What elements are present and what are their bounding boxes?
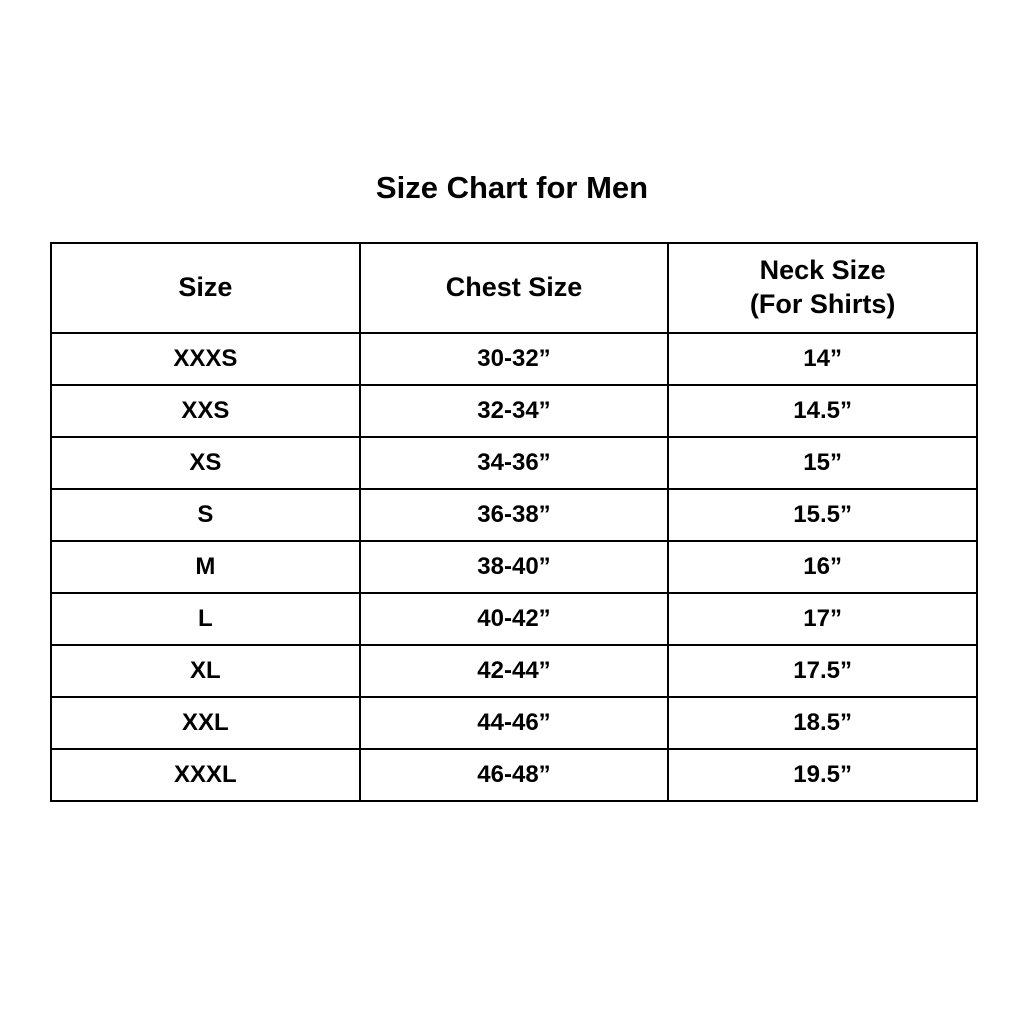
header-row — [51, 243, 977, 333]
header-chest-size — [360, 243, 669, 333]
chest-cell: 44-46” — [360, 697, 669, 749]
page-title: Size Chart for Men — [375, 170, 649, 205]
header-chest-label: Chest Size — [445, 272, 583, 303]
size-cell: XXS — [51, 385, 360, 437]
neck-cell: 14.5” — [668, 385, 977, 437]
size-cell: L — [51, 593, 360, 645]
chest-cell: 42-44” — [360, 645, 669, 697]
chest-cell: 34-36” — [360, 437, 669, 489]
neck-cell: 19.5” — [668, 749, 977, 801]
neck-cell: 18.5” — [668, 697, 977, 749]
neck-cell: 15” — [668, 437, 977, 489]
table-body — [51, 333, 977, 801]
chest-cell: 40-42” — [360, 593, 669, 645]
table-row — [51, 437, 977, 489]
table-header — [51, 243, 977, 333]
neck-cell: 17.5” — [668, 645, 977, 697]
chest-cell: 30-32” — [360, 333, 669, 385]
size-cell: S — [51, 489, 360, 541]
header-neck-label: Neck Size — [759, 255, 886, 286]
chest-cell: 32-34” — [360, 385, 669, 437]
neck-cell: 16” — [668, 541, 977, 593]
size-cell: M — [51, 541, 360, 593]
header-size — [51, 243, 360, 333]
table-row — [51, 645, 977, 697]
size-cell: XS — [51, 437, 360, 489]
header-size-label: Size — [178, 272, 233, 303]
size-chart-table — [50, 242, 978, 802]
table-row — [51, 385, 977, 437]
neck-cell: 14” — [668, 333, 977, 385]
table-row — [51, 593, 977, 645]
chest-cell: 46-48” — [360, 749, 669, 801]
header-neck-sublabel: (For Shirts) — [749, 289, 896, 319]
size-cell: XL — [51, 645, 360, 697]
chest-cell: 36-38” — [360, 489, 669, 541]
table-row — [51, 697, 977, 749]
table-row — [51, 489, 977, 541]
chest-cell: 38-40” — [360, 541, 669, 593]
neck-cell: 15.5” — [668, 489, 977, 541]
size-cell: XXXL — [51, 749, 360, 801]
table-row — [51, 541, 977, 593]
size-cell: XXL — [51, 697, 360, 749]
table-row — [51, 749, 977, 801]
table-row — [51, 333, 977, 385]
neck-cell: 17” — [668, 593, 977, 645]
size-cell: XXXS — [51, 333, 360, 385]
header-neck-size — [668, 243, 977, 333]
